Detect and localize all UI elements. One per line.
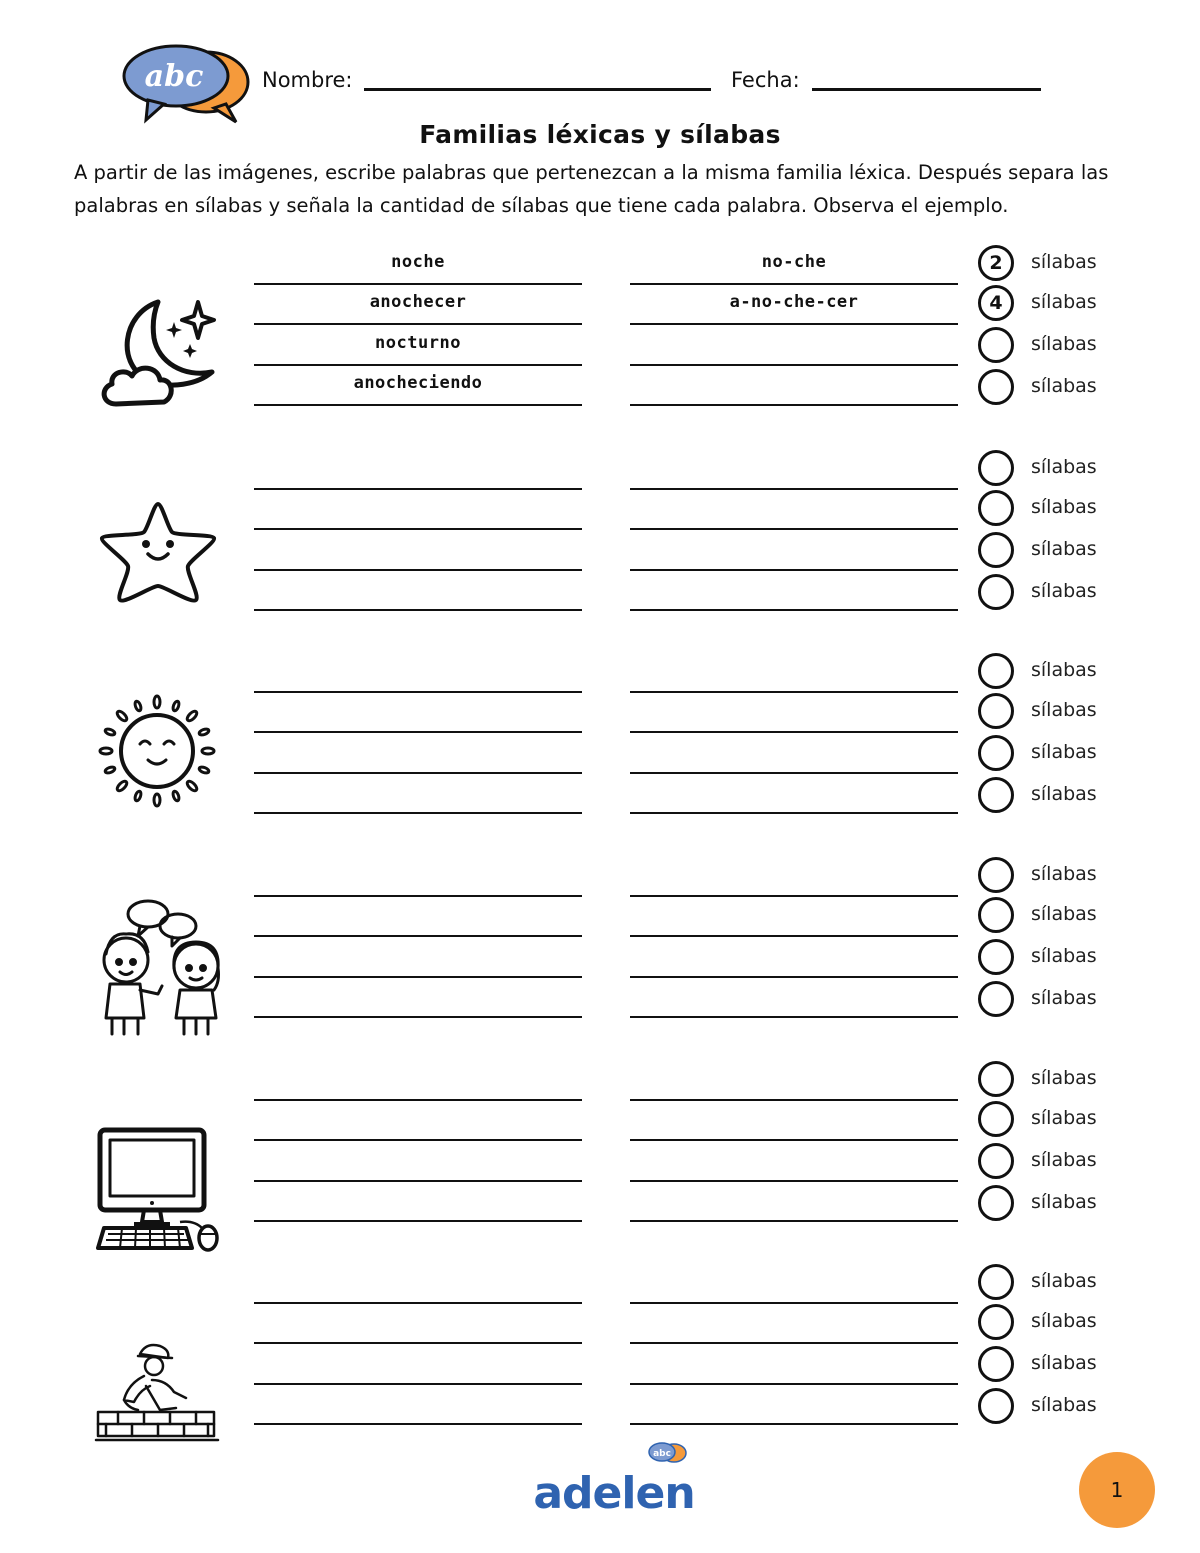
syllable-label: sílabas: [1031, 333, 1097, 355]
word-line[interactable]: [254, 488, 582, 490]
computer-icon: [94, 1124, 224, 1256]
word-line[interactable]: [254, 1220, 582, 1222]
split-line[interactable]: [630, 1099, 958, 1101]
page-number-badge: [1079, 1452, 1155, 1528]
split-line[interactable]: [630, 323, 958, 325]
bricklayer-icon: [94, 1340, 220, 1444]
split-line[interactable]: [630, 569, 958, 571]
word-line[interactable]: [254, 772, 582, 774]
word-1-1: noche: [391, 252, 445, 272]
split-line[interactable]: [630, 283, 958, 285]
word-line[interactable]: [254, 283, 582, 285]
logo-text: abc: [144, 59, 204, 94]
split-line[interactable]: [630, 1383, 958, 1385]
word-line[interactable]: [254, 1139, 582, 1141]
split-line[interactable]: [630, 609, 958, 611]
word-line[interactable]: [254, 1180, 582, 1182]
word-line[interactable]: [254, 323, 582, 325]
split-line[interactable]: [630, 488, 958, 490]
word-line[interactable]: [254, 609, 582, 611]
word-line[interactable]: [254, 1016, 582, 1018]
syllable-count-circle[interactable]: [978, 1185, 1014, 1221]
word-line[interactable]: [254, 731, 582, 733]
word-line[interactable]: [254, 1423, 582, 1425]
syllable-label: sílabas: [1031, 699, 1097, 721]
split-line[interactable]: [630, 364, 958, 366]
abc-logo: [118, 42, 258, 124]
split-1-1: no-che: [761, 252, 827, 272]
children-talking-icon: [92, 898, 230, 1038]
date-blank[interactable]: [812, 88, 1041, 91]
syllable-label: sílabas: [1031, 1270, 1097, 1292]
split-line[interactable]: [630, 1220, 958, 1222]
word-1-4: anocheciendo: [353, 373, 483, 393]
syllable-count-circle[interactable]: [978, 532, 1014, 568]
syllable-label: sílabas: [1031, 580, 1097, 602]
syllable-count-circle[interactable]: [978, 1143, 1014, 1179]
instructions: A partir de las imágenes, escribe palabras que pertenezcan a la misma familia léxica. Después separa las palabras en sílabas y señala la cantidad de sílabas que tiene cada palabra. Observa el ejemplo.: [74, 161, 1109, 217]
split-line[interactable]: [630, 404, 958, 406]
syllable-count-circle[interactable]: [978, 897, 1014, 933]
syllable-label: sílabas: [1031, 1352, 1097, 1374]
syllable-count-circle[interactable]: [978, 777, 1014, 813]
split-line[interactable]: [630, 1016, 958, 1018]
syllable-count-circle[interactable]: [978, 939, 1014, 975]
footer-badge-text: abc: [653, 1449, 671, 1459]
syllable-label: sílabas: [1031, 1310, 1097, 1332]
syllable-count: 4: [989, 292, 1003, 314]
split-line[interactable]: [630, 935, 958, 937]
syllable-label: sílabas: [1031, 783, 1097, 805]
smiling-sun-icon: [96, 694, 218, 810]
syllable-count-circle[interactable]: [978, 1388, 1014, 1424]
split-line[interactable]: [630, 1423, 958, 1425]
split-line[interactable]: [630, 772, 958, 774]
word-line[interactable]: [254, 691, 582, 693]
syllable-count-circle[interactable]: [978, 327, 1014, 363]
syllable-count-circle[interactable]: [978, 981, 1014, 1017]
syllable-label: sílabas: [1031, 1149, 1097, 1171]
split-line[interactable]: [630, 528, 958, 530]
syllable-label: sílabas: [1031, 863, 1097, 885]
syllable-label: sílabas: [1031, 945, 1097, 967]
split-line[interactable]: [630, 976, 958, 978]
syllable-label: sílabas: [1031, 741, 1097, 763]
syllable-label: sílabas: [1031, 496, 1097, 518]
word-1-3: nocturno: [375, 333, 461, 353]
moon-stars-cloud-icon: [98, 292, 220, 412]
syllable-count-circle[interactable]: [978, 653, 1014, 689]
syllable-count: 2: [989, 252, 1003, 274]
syllable-label: sílabas: [1031, 987, 1097, 1009]
smiling-star-icon: [96, 498, 220, 606]
syllable-label: sílabas: [1031, 659, 1097, 681]
syllable-count-circle[interactable]: [978, 735, 1014, 771]
date-label: Fecha:: [731, 68, 800, 92]
syllable-count-circle[interactable]: [978, 285, 1014, 321]
syllable-count-circle[interactable]: [978, 574, 1014, 610]
syllable-label: sílabas: [1031, 1394, 1097, 1416]
syllable-count-circle[interactable]: [978, 1061, 1014, 1097]
page-number: 1: [1110, 1478, 1124, 1502]
split-1-2: a-no-che-cer: [729, 292, 859, 312]
word-line[interactable]: [254, 1383, 582, 1385]
word-line[interactable]: [254, 1342, 582, 1344]
syllable-count-circle[interactable]: [978, 490, 1014, 526]
split-line[interactable]: [630, 1139, 958, 1141]
split-line[interactable]: [630, 1180, 958, 1182]
word-line[interactable]: [254, 935, 582, 937]
syllable-label: sílabas: [1031, 903, 1097, 925]
syllable-count-circle[interactable]: [978, 1304, 1014, 1340]
word-line[interactable]: [254, 895, 582, 897]
syllable-label: sílabas: [1031, 456, 1097, 478]
name-blank[interactable]: [364, 88, 711, 91]
syllable-count-circle[interactable]: [978, 450, 1014, 486]
word-line[interactable]: [254, 569, 582, 571]
adelen-logo: [530, 1440, 700, 1516]
syllable-count-circle[interactable]: [978, 857, 1014, 893]
split-line[interactable]: [630, 812, 958, 814]
split-line[interactable]: [630, 1302, 958, 1304]
brand-name: adelen: [533, 1468, 695, 1516]
syllable-label: sílabas: [1031, 375, 1097, 397]
word-line[interactable]: [254, 1302, 582, 1304]
syllable-count-circle[interactable]: [978, 693, 1014, 729]
syllable-count-circle[interactable]: [978, 1101, 1014, 1137]
word-line[interactable]: [254, 812, 582, 814]
name-label: Nombre:: [262, 68, 353, 92]
split-line[interactable]: [630, 1342, 958, 1344]
syllable-label: sílabas: [1031, 1067, 1097, 1089]
word-1-2: anochecer: [369, 292, 467, 312]
syllable-label: sílabas: [1031, 291, 1097, 313]
syllable-label: sílabas: [1031, 1191, 1097, 1213]
word-line[interactable]: [254, 364, 582, 366]
syllable-label: sílabas: [1031, 251, 1097, 273]
syllable-count-circle[interactable]: [978, 245, 1014, 281]
syllable-count-circle[interactable]: [978, 1264, 1014, 1300]
split-line[interactable]: [630, 731, 958, 733]
syllable-count-circle[interactable]: [978, 369, 1014, 405]
syllable-label: sílabas: [1031, 1107, 1097, 1129]
page-title: Familias léxicas y sílabas: [419, 120, 781, 149]
split-line[interactable]: [630, 895, 958, 897]
word-line[interactable]: [254, 404, 582, 406]
word-line[interactable]: [254, 528, 582, 530]
word-line[interactable]: [254, 1099, 582, 1101]
syllable-count-circle[interactable]: [978, 1346, 1014, 1382]
split-line[interactable]: [630, 691, 958, 693]
word-line[interactable]: [254, 976, 582, 978]
syllable-label: sílabas: [1031, 538, 1097, 560]
